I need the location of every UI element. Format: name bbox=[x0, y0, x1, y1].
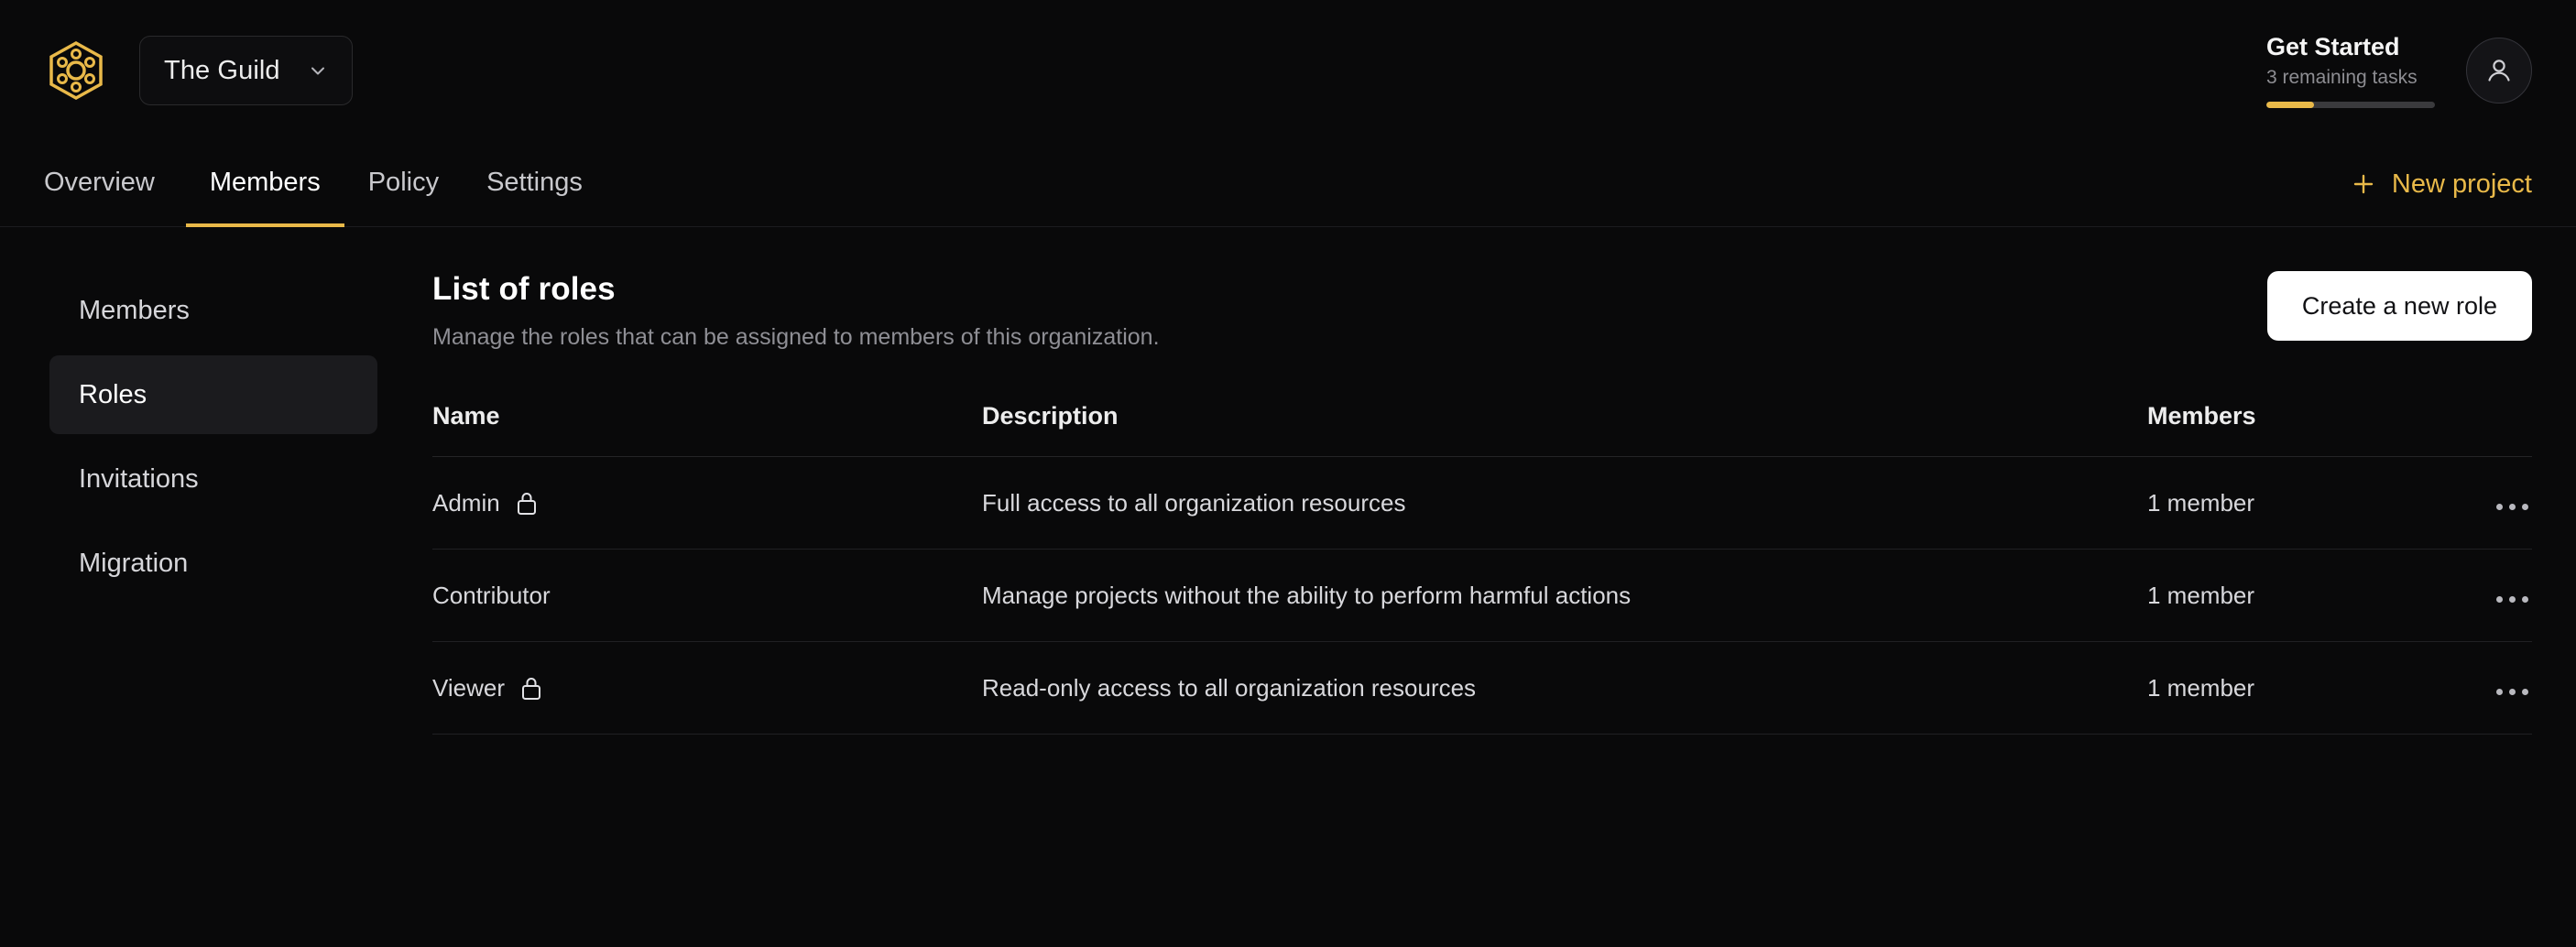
table-row[interactable] bbox=[432, 457, 2532, 550]
get-started-widget[interactable] bbox=[2266, 33, 2435, 108]
plus-icon bbox=[2352, 172, 2375, 196]
tab-members[interactable] bbox=[186, 141, 344, 227]
tab-policy[interactable] bbox=[344, 141, 463, 227]
tab-label: Settings bbox=[486, 167, 583, 197]
content-header-text bbox=[432, 271, 1160, 351]
new-project-button[interactable] bbox=[2352, 141, 2532, 227]
user-avatar-icon[interactable] bbox=[2466, 38, 2532, 103]
role-member-count: 1 member bbox=[2147, 457, 2422, 550]
get-started-progress-fill bbox=[2266, 102, 2314, 108]
sidebar-item-roles[interactable] bbox=[49, 355, 377, 434]
column-header-actions bbox=[2422, 402, 2532, 457]
role-name-wrapper bbox=[432, 582, 982, 610]
get-started-progress bbox=[2266, 102, 2435, 108]
role-name: Admin bbox=[432, 488, 500, 517]
ellipsis-icon[interactable] bbox=[2493, 496, 2532, 517]
roles-table-head bbox=[432, 402, 2532, 457]
table-header-row bbox=[432, 402, 2532, 457]
chevron-down-icon bbox=[308, 60, 328, 81]
ellipsis-icon[interactable] bbox=[2493, 681, 2532, 702]
role-description: Manage projects without the ability to perform harmful actions bbox=[982, 550, 2147, 642]
tab-settings[interactable] bbox=[463, 141, 606, 227]
roles-table bbox=[432, 402, 2532, 735]
column-header-description: Description bbox=[982, 402, 2147, 457]
nav-tabs bbox=[44, 141, 606, 226]
role-member-count: 1 member bbox=[2147, 550, 2422, 642]
hexagon-logo-icon bbox=[44, 38, 108, 103]
tab-label: Members bbox=[209, 167, 321, 197]
top-bar-right bbox=[2266, 0, 2532, 141]
table-row[interactable] bbox=[432, 642, 2532, 735]
page-subtitle: Manage the roles that can be assigned to members of this organization. bbox=[432, 324, 1160, 350]
settings-sidebar bbox=[0, 227, 403, 947]
sidebar-item-migration[interactable] bbox=[49, 524, 377, 603]
role-name: Contributor bbox=[432, 581, 551, 609]
role-name-cell bbox=[432, 642, 982, 735]
create-new-role-button[interactable]: Create a new role bbox=[2267, 271, 2532, 341]
get-started-subtitle: 3 remaining tasks bbox=[2266, 67, 2418, 88]
sidebar-item-label: Roles bbox=[79, 379, 147, 409]
primary-nav bbox=[0, 141, 2576, 227]
role-member-count: 1 member bbox=[2147, 642, 2422, 735]
roles-table-body bbox=[432, 457, 2532, 735]
table-row[interactable] bbox=[432, 550, 2532, 642]
sidebar-item-label: Migration bbox=[79, 548, 189, 578]
role-name-cell bbox=[432, 457, 982, 550]
column-header-name: Name bbox=[432, 402, 982, 457]
role-description: Read-only access to all organization resources bbox=[982, 642, 2147, 735]
role-actions-cell bbox=[2422, 457, 2532, 550]
ellipsis-icon[interactable] bbox=[2493, 589, 2532, 610]
column-header-members: Members bbox=[2147, 402, 2422, 457]
new-project-label: New project bbox=[2391, 169, 2532, 199]
top-bar bbox=[0, 0, 2576, 141]
content-header bbox=[432, 271, 2532, 351]
tab-label: Policy bbox=[367, 167, 440, 197]
page-title: List of roles bbox=[432, 271, 616, 307]
role-actions-cell bbox=[2422, 550, 2532, 642]
role-name: Viewer bbox=[432, 673, 506, 702]
role-name-cell bbox=[432, 550, 982, 642]
lock-icon bbox=[515, 489, 539, 517]
sidebar-item-label: Invitations bbox=[79, 463, 199, 494]
page-body bbox=[0, 227, 2576, 947]
org-name: The Guild bbox=[164, 55, 280, 85]
role-name-wrapper bbox=[432, 674, 982, 702]
role-description: Full access to all organization resources bbox=[982, 457, 2147, 550]
sidebar-item-members[interactable] bbox=[49, 271, 377, 350]
org-switcher[interactable] bbox=[139, 36, 353, 105]
lock-icon bbox=[519, 674, 543, 702]
tab-overview[interactable] bbox=[44, 141, 179, 227]
sidebar-item-invitations[interactable] bbox=[49, 440, 377, 518]
role-actions-cell bbox=[2422, 642, 2532, 735]
tab-label: Overview bbox=[44, 167, 155, 197]
role-name-wrapper bbox=[432, 489, 982, 517]
main-content bbox=[403, 227, 2576, 947]
get-started-title: Get Started bbox=[2266, 33, 2400, 60]
sidebar-item-label: Members bbox=[79, 295, 190, 325]
